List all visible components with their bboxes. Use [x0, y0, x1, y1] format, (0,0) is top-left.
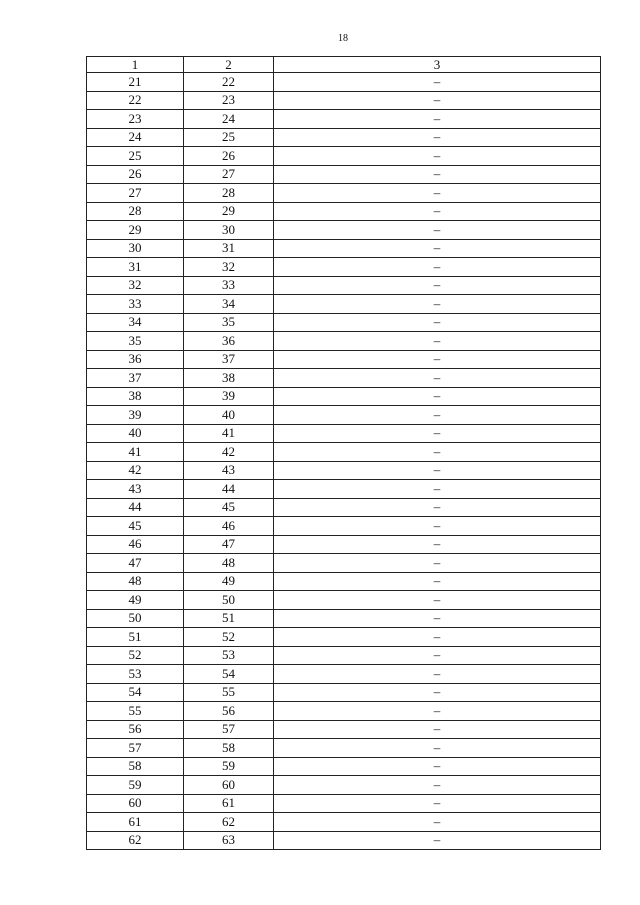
table-cell-col-1: 36 [87, 350, 184, 369]
table-row [87, 591, 601, 610]
table-row [87, 369, 601, 388]
table-row [87, 443, 601, 462]
table-cell-col-1: 32 [87, 276, 184, 295]
table-cell-col-1: 46 [87, 535, 184, 554]
table-cell-col-3: – [274, 165, 601, 184]
table-cell-col-3: – [274, 110, 601, 129]
table-cell-col-1: 22 [87, 91, 184, 110]
table-row [87, 239, 601, 258]
table-row [87, 554, 601, 573]
table-cell-col-1: 34 [87, 313, 184, 332]
table-cell-col-2: 26 [184, 147, 274, 166]
table-cell-col-1: 28 [87, 202, 184, 221]
table-cell-col-2: 31 [184, 239, 274, 258]
table-cell-col-1: 44 [87, 498, 184, 517]
table-cell-col-1: 31 [87, 258, 184, 277]
table-cell-col-3: – [274, 202, 601, 221]
table-row [87, 221, 601, 240]
table-row [87, 646, 601, 665]
table-cell-col-1: 60 [87, 794, 184, 813]
table-cell-col-3: – [274, 480, 601, 499]
table-cell-col-1: 56 [87, 720, 184, 739]
table-cell-col-3: – [274, 461, 601, 480]
table-row [87, 387, 601, 406]
table-cell-col-2: 45 [184, 498, 274, 517]
table-cell-col-2: 25 [184, 128, 274, 147]
table-row [87, 184, 601, 203]
table-row [87, 609, 601, 628]
table-cell-col-1: 50 [87, 609, 184, 628]
table-cell-col-3: – [274, 91, 601, 110]
table-cell-col-3: – [274, 332, 601, 351]
table-cell-col-2: 23 [184, 91, 274, 110]
table-cell-col-2: 49 [184, 572, 274, 591]
table-cell-col-1: 35 [87, 332, 184, 351]
table-row [87, 350, 601, 369]
table-cell-col-3: – [274, 498, 601, 517]
table-cell-col-3: – [274, 276, 601, 295]
table-row [87, 73, 601, 92]
table-cell-col-1: 40 [87, 424, 184, 443]
table-cell-col-3: – [274, 720, 601, 739]
table-row [87, 702, 601, 721]
table-cell-col-3: – [274, 387, 601, 406]
table-cell-col-2: 54 [184, 665, 274, 684]
table-cell-col-2: 42 [184, 443, 274, 462]
table-cell-col-2: 60 [184, 776, 274, 795]
table-row [87, 739, 601, 758]
table-cell-col-1: 61 [87, 813, 184, 832]
table-cell-col-2: 37 [184, 350, 274, 369]
table-row [87, 776, 601, 795]
table-cell-col-2: 46 [184, 517, 274, 536]
table-cell-col-3: – [274, 73, 601, 92]
table-cell-col-1: 57 [87, 739, 184, 758]
table-cell-col-2: 36 [184, 332, 274, 351]
table-cell-col-2: 22 [184, 73, 274, 92]
table-cell-col-2: 32 [184, 258, 274, 277]
table-row [87, 831, 601, 850]
table-cell-col-3: – [274, 258, 601, 277]
table-cell-col-2: 59 [184, 757, 274, 776]
table-row [87, 813, 601, 832]
table-row [87, 147, 601, 166]
table-cell-col-3: – [274, 554, 601, 573]
table-cell-col-1: 49 [87, 591, 184, 610]
table-cell-col-3: – [274, 757, 601, 776]
table-cell-col-1: 43 [87, 480, 184, 499]
table-row [87, 461, 601, 480]
table-cell-col-2: 43 [184, 461, 274, 480]
table-cell-col-3: – [274, 591, 601, 610]
table-cell-col-2: 29 [184, 202, 274, 221]
table-cell-col-1: 24 [87, 128, 184, 147]
table-row [87, 91, 601, 110]
table-cell-col-1: 30 [87, 239, 184, 258]
table-cell-col-1: 47 [87, 554, 184, 573]
table-cell-col-2: 41 [184, 424, 274, 443]
table-cell-col-2: 57 [184, 720, 274, 739]
table-cell-col-1: 54 [87, 683, 184, 702]
table-cell-col-2: 62 [184, 813, 274, 832]
table-cell-col-2: 24 [184, 110, 274, 129]
page-number: 18 [338, 33, 348, 44]
table-cell-col-3: – [274, 665, 601, 684]
table-cell-col-2: 39 [184, 387, 274, 406]
table-cell-col-2: 35 [184, 313, 274, 332]
table-row [87, 295, 601, 314]
table-row [87, 332, 601, 351]
table-row [87, 165, 601, 184]
table-cell-col-2: 55 [184, 683, 274, 702]
table-cell-col-1: 42 [87, 461, 184, 480]
table-cell-col-2: 51 [184, 609, 274, 628]
table-cell-col-2: 61 [184, 794, 274, 813]
table-cell-col-2: 63 [184, 831, 274, 850]
table-row [87, 517, 601, 536]
table-cell-col-3: – [274, 221, 601, 240]
table-row [87, 424, 601, 443]
table-cell-col-1: 45 [87, 517, 184, 536]
table-cell-col-2: 44 [184, 480, 274, 499]
table-row [87, 313, 601, 332]
table-cell-col-3: – [274, 369, 601, 388]
table-cell-col-1: 52 [87, 646, 184, 665]
table-cell-col-1: 53 [87, 665, 184, 684]
table-cell-col-3: – [274, 517, 601, 536]
column-header-2: 2 [184, 57, 274, 73]
table-cell-col-3: – [274, 147, 601, 166]
table-cell-col-2: 30 [184, 221, 274, 240]
table-row [87, 202, 601, 221]
table-cell-col-2: 56 [184, 702, 274, 721]
table-cell-col-2: 40 [184, 406, 274, 425]
table-row [87, 276, 601, 295]
table-cell-col-3: – [274, 794, 601, 813]
table-row [87, 757, 601, 776]
table-cell-col-1: 51 [87, 628, 184, 647]
table-cell-col-1: 23 [87, 110, 184, 129]
table-cell-col-1: 21 [87, 73, 184, 92]
table-cell-col-1: 26 [87, 165, 184, 184]
table-row [87, 572, 601, 591]
table-cell-col-3: – [274, 646, 601, 665]
table-cell-col-2: 52 [184, 628, 274, 647]
table-cell-col-2: 50 [184, 591, 274, 610]
table-cell-col-3: – [274, 702, 601, 721]
table-cell-col-2: 47 [184, 535, 274, 554]
table-header [87, 57, 601, 73]
table-cell-col-3: – [274, 683, 601, 702]
table-row [87, 110, 601, 129]
table-cell-col-3: – [274, 739, 601, 758]
column-header-1: 1 [87, 57, 184, 73]
table-cell-col-3: – [274, 313, 601, 332]
table-row [87, 128, 601, 147]
table-cell-col-3: – [274, 406, 601, 425]
table-cell-col-2: 58 [184, 739, 274, 758]
data-table [86, 56, 601, 850]
column-header-3: 3 [274, 57, 601, 73]
table-cell-col-3: – [274, 831, 601, 850]
table-cell-col-3: – [274, 424, 601, 443]
table-cell-col-2: 48 [184, 554, 274, 573]
table-body [87, 73, 601, 850]
table-cell-col-1: 29 [87, 221, 184, 240]
table-cell-col-1: 39 [87, 406, 184, 425]
table-cell-col-2: 28 [184, 184, 274, 203]
table-cell-col-1: 41 [87, 443, 184, 462]
table-row [87, 720, 601, 739]
table-row [87, 794, 601, 813]
table-cell-col-1: 38 [87, 387, 184, 406]
table-cell-col-1: 58 [87, 757, 184, 776]
table-cell-col-2: 33 [184, 276, 274, 295]
table-row [87, 535, 601, 554]
table-cell-col-1: 27 [87, 184, 184, 203]
table-cell-col-3: – [274, 535, 601, 554]
table-cell-col-3: – [274, 239, 601, 258]
table-cell-col-3: – [274, 609, 601, 628]
table-cell-col-1: 62 [87, 831, 184, 850]
table-cell-col-1: 55 [87, 702, 184, 721]
table-cell-col-3: – [274, 350, 601, 369]
table-row [87, 665, 601, 684]
table-cell-col-2: 53 [184, 646, 274, 665]
table-cell-col-3: – [274, 776, 601, 795]
table-cell-col-2: 27 [184, 165, 274, 184]
header-row [87, 57, 601, 73]
table-cell-col-1: 37 [87, 369, 184, 388]
table-cell-col-3: – [274, 184, 601, 203]
table-cell-col-3: – [274, 572, 601, 591]
table-row [87, 480, 601, 499]
table-cell-col-2: 34 [184, 295, 274, 314]
table-cell-col-1: 33 [87, 295, 184, 314]
table-cell-col-3: – [274, 128, 601, 147]
table-row [87, 406, 601, 425]
table-row [87, 628, 601, 647]
table-cell-col-1: 59 [87, 776, 184, 795]
table-cell-col-2: 38 [184, 369, 274, 388]
table-cell-col-3: – [274, 813, 601, 832]
table-row [87, 258, 601, 277]
table-cell-col-3: – [274, 443, 601, 462]
table-cell-col-3: – [274, 295, 601, 314]
table-cell-col-1: 25 [87, 147, 184, 166]
table-row [87, 498, 601, 517]
table-row [87, 683, 601, 702]
table-cell-col-1: 48 [87, 572, 184, 591]
table-cell-col-3: – [274, 628, 601, 647]
